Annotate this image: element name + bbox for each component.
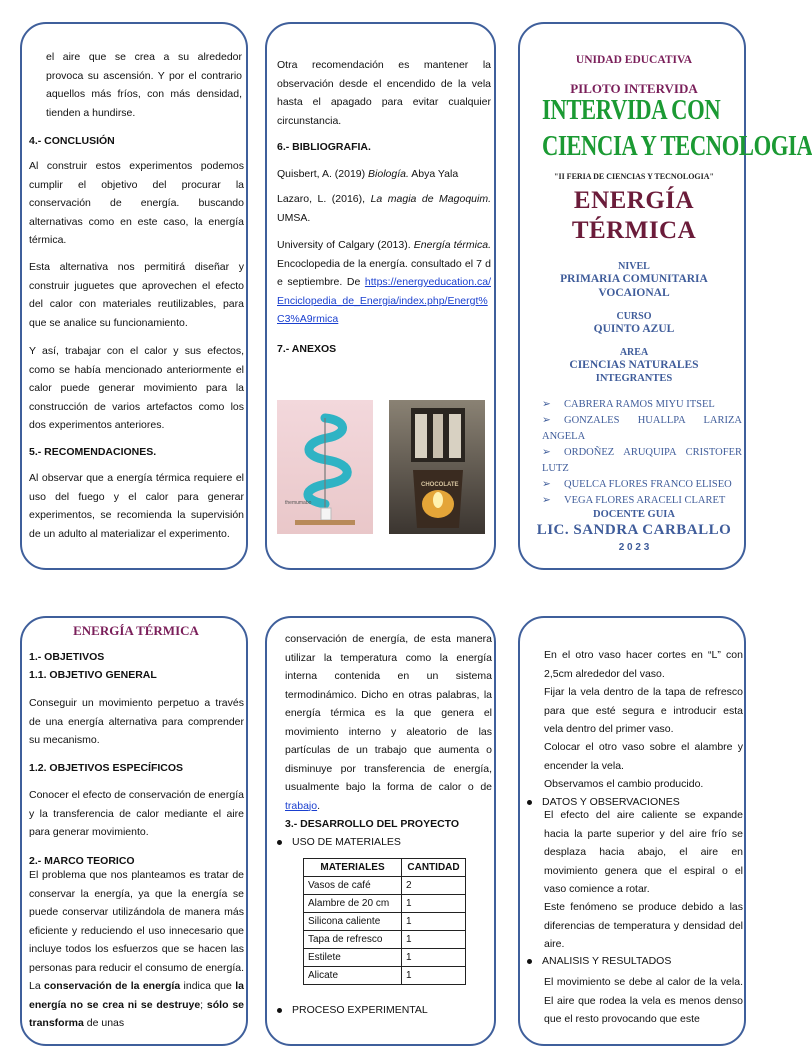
bullet-icon (277, 840, 282, 845)
theoretical-framework-text: El problema que nos planteamos es tratar de conservar la energía, ya que la energía se puede conservar utilizándola de manera más eficiente y reduciendo el uso innecesario que incluye todos los esfuerzos que se hacen las personas para reducir el consumo de energía. La conservación de la energía indica que la energía no se crea ni se destruye; sólo se transforma de unas (29, 869, 245, 1029)
members-list (542, 397, 742, 509)
bullet-icon (527, 800, 532, 805)
table-row: Alambre de 20 cm 1 (304, 895, 466, 913)
table-row: Tapa de refresco 1 (304, 931, 466, 949)
data-observations-label: DATOS Y OBSERVACIONES (527, 796, 680, 808)
quantity-column-header: CANTIDAD (402, 859, 466, 877)
materials-label: USO DE MATERIALES (277, 836, 401, 848)
member-item: ➢ ORDOÑEZ ARUQUIPA CRISTOFER LUTZ (542, 447, 742, 474)
theoretical-framework-heading: 2.- MARCO TEORICO (29, 855, 135, 867)
conclusion-paragraph-2: Esta alternativa nos permitirá diseñar y construir juguetes que aprovechen el efecto del calor con materiales reutilizables, para que se analice su funcionamiento. (29, 261, 244, 329)
nivel-line-1: PRIMARIA COMUNITARIA (560, 273, 708, 285)
area-label: AREA (619, 347, 649, 358)
reference-link[interactable]: https://energyeducation.ca/Enciclopedia_de_Energia/index.php/Energt%C3%A9rmica (277, 276, 491, 325)
specific-objectives-heading: 1.2. OBJETIVOS ESPECÍFICOS (29, 762, 184, 774)
objectives-heading: 1.- OBJETIVOS (29, 651, 105, 663)
member-item: ➢ VEGA FLORES ARACELI CLARET (542, 495, 726, 506)
procedure-step-3: Colocar el otro vaso sobre el alambre y encender la vela. (544, 741, 743, 772)
member-item: ➢ QUELCA FLORES FRANCO ELISEO (542, 479, 732, 490)
experimental-process-label: PROCESO EXPERIMENTAL (277, 1004, 428, 1016)
school-label: UNIDAD EDUCATIVA (575, 54, 693, 66)
member-item: ➢ CABRERA RAMOS MIYU ITSEL (542, 399, 715, 410)
reference-3: University of Calgary (2013). Energía térmica. Encoclopedia de la energía. consultado el 7 de septiembre. De https://energyeducation.ca/Enciclopedia_de_Energia/index.php/Energt%C3%A9rmica (277, 239, 491, 325)
fair-name: "II FERIA DE CIENCIAS Y TECNOLOGIA" (554, 172, 714, 181)
bullet-icon (527, 959, 532, 964)
area-value: CIENCIAS NATURALES (569, 359, 699, 371)
table-row: Vasos de café 2 (304, 877, 466, 895)
panel-conclusion (20, 22, 248, 570)
docente-label: DOCENTE GUIA (593, 509, 675, 520)
materials-column-header: MATERIALES (304, 859, 402, 877)
green-heading-2: CIENCIA Y TECNOLOGIA (542, 130, 812, 162)
curso-value: QUINTO AZUL (593, 323, 675, 335)
reference-1: Quisbert, A. (2019) Biología. Abya Yala (277, 168, 459, 180)
panel-bibliography (265, 22, 496, 570)
conclusion-paragraph-1: Al construir estos experimentos podemos cumplir el objetivo del procurar la conservación de energía. buscando alternativas como en este caso, la energía térmica. (29, 160, 244, 246)
procedure-step-2: Fijar la vela dentro de la tapa de refresco para que esté segura e introducir esta vela dentro del primer vaso. (544, 686, 743, 735)
year: 2 0 2 3 (618, 542, 650, 553)
panel-objectives (20, 616, 248, 1046)
table-row: Alicate 1 (304, 967, 466, 985)
nivel-line-2: VOCAIONAL (598, 287, 670, 299)
panel-development (265, 616, 496, 1046)
cover-title-2: TÉRMICA (571, 217, 697, 244)
bullet-icon (277, 1008, 282, 1013)
conclusion-paragraph-3: Y así, trabajar con el calor y sus efectos, como se había mencionado anteriormente el calor puede generar movimiento para la construcción de varios artefactos como los dos experimentos anteriores. (29, 345, 244, 431)
intro-text: el aire que se crea a su alrededor provoca su ascensión. Y por el contrario aquellos más fríos, con más densidad, tienden a hundirse. (46, 51, 242, 119)
procedure-step-1: En el otro vaso hacer cortes en “L” con 2,5cm alrededor del vaso. (544, 649, 743, 680)
green-heading-1: INTERVIDA CON (542, 94, 721, 126)
integrantes-label: INTEGRANTES (595, 373, 673, 384)
member-item: ➢ GONZALES HUALLPA LARIZA ANGELA (542, 415, 742, 442)
analysis-results-label: ANALISIS Y RESULTADOS (527, 955, 671, 967)
annex-photo-spiral (277, 400, 373, 534)
annex-heading: 7.- ANEXOS (277, 343, 337, 355)
recommendation-2: Otra recomendación es mantener la observación desde el encendido de la vela hasta el apagado para evitar cualquier circunstancia. (277, 59, 491, 127)
school-name: PILOTO INTERVIDA (570, 81, 698, 96)
photo2-caption: CHOCOLATE (421, 482, 459, 488)
docente-name: LIC. SANDRA CARBALLO (536, 522, 732, 538)
annex-photo-candle (389, 400, 485, 534)
photo1-caption: themumabo (285, 500, 312, 506)
panel-results (518, 616, 746, 1046)
data-observations-text-1: El efecto del aire caliente se expande hacia la parte superior y del aire frío se desplaza hacia abajo, el aire en movimiento genera que el espiral o el vaso comience a rotar. (544, 809, 743, 895)
procedure-step-4: Observamos el cambio producido. (544, 778, 704, 790)
materials-table (303, 858, 466, 985)
curso-label: CURSO (616, 311, 652, 322)
data-observations-text-2: Este fenómeno se produce debido a las diferencias de temperatura y densidad del aire. (544, 901, 743, 950)
general-objective-text: Conseguir un movimiento perpetuo a través de una energía alternativa para comprender su mecanismo. (29, 697, 244, 746)
specific-objectives-text: Conocer el efecto de conservación de energía y la transferencia de calor mediante el aire para generar movimiento. (29, 789, 244, 838)
panel-cover (518, 22, 812, 570)
conclusion-heading: 4.- CONCLUSIÓN (29, 135, 115, 147)
recommendations-paragraph: Al observar que a energía térmica requiere el uso del fuego y el calor para generar experimentos, se recomienda la supervisión de un adulto al materializar el experimento. (29, 472, 244, 540)
spiral-drawing (277, 400, 373, 534)
nivel-label: NIVEL (618, 261, 650, 272)
reference-2: Lazaro, L. (2016), La magia de Magoquim. UMSA. (277, 193, 491, 224)
trabajo-link[interactable]: trabajo (285, 799, 318, 812)
general-objective-heading: 1.1. OBJETIVO GENERAL (29, 669, 157, 681)
energy-continuation: conservación de energía, de esta manera utilizar la temperatura como la energía interna contenida en un sistema termodinámico. Dicho en otras palabras, la energía térmica es la que genera el movimiento interno y aleatorio de las partículas de un trabajo que aumenta o disminuye por transferencia de energía, usualmente bajo la forma de calor o de trabajo. (285, 633, 492, 812)
section-title: ENERGÍA TÉRMICA (73, 623, 199, 638)
candle-drawing (389, 400, 485, 534)
bibliography-heading: 6.- BIBLIOGRAFIA. (277, 141, 371, 153)
table-row: Silicona caliente 1 (304, 913, 466, 931)
recommendations-heading: 5.- RECOMENDACIONES. (29, 446, 157, 458)
development-heading: 3.- DESARROLLO DEL PROYECTO (285, 818, 460, 830)
cover-title-1: ENERGÍA (573, 187, 695, 214)
analysis-results-text: El movimiento se debe al calor de la vela. El aire que rodea la vela es menos denso que el resto provocando que este (544, 976, 743, 1025)
table-row: Estilete 1 (304, 949, 466, 967)
table-header-row (304, 859, 466, 877)
